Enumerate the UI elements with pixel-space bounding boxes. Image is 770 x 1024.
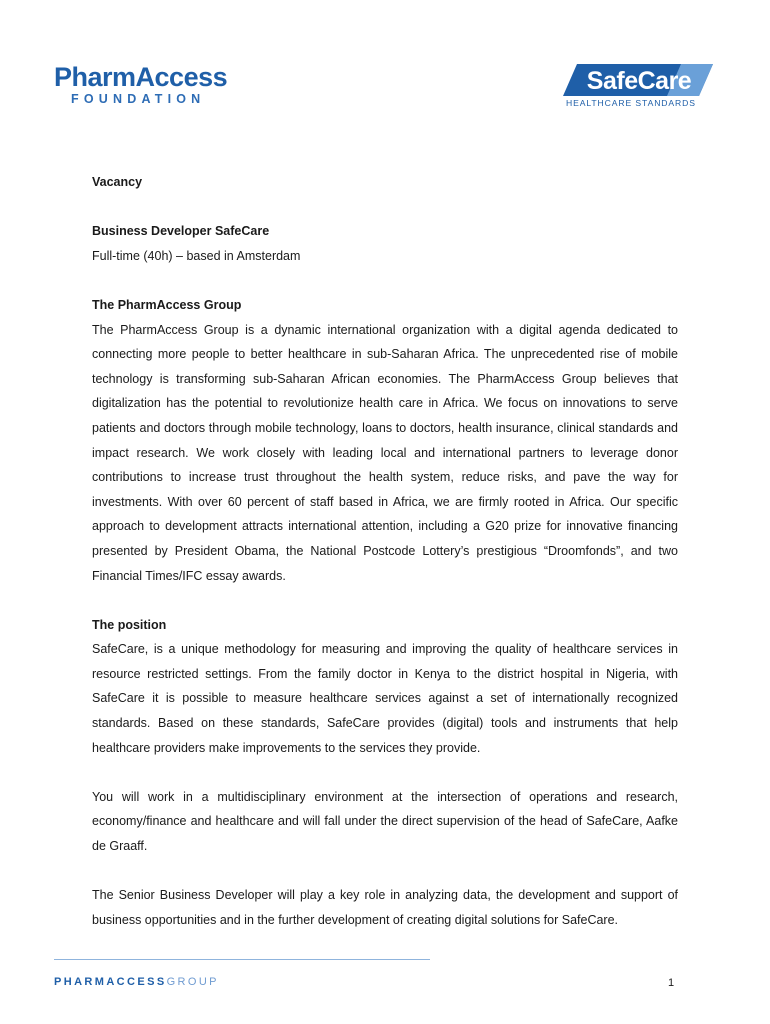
vacancy-body (92, 170, 678, 932)
page-number: 1 (668, 977, 675, 989)
footer-brand-part1: PHARMACCESS (54, 976, 167, 988)
pharmaccess-logo-name: PharmAccess (54, 62, 228, 92)
footer-pharmaccess-group-logo (54, 975, 219, 989)
position-paragraph-2: You will work in a multidisciplinary environment at the intersection of operations and research, economy/finance and healthcare and will fall under the direct supervision of the head of SafeCare, Aafke de Graaff. (92, 789, 678, 854)
section-heading-position: The position (92, 617, 167, 632)
safecare-logo-tagline: HEALTHCARE STANDARDS (566, 98, 696, 108)
job-terms: Full-time (40h) – based in Amsterdam (92, 248, 301, 263)
job-title: Business Developer SafeCare (92, 224, 270, 239)
position-paragraph-3: The Senior Business Developer will play a key role in analyzing data, the development and support of business opportunities and in the further development of creating digital solutions for SafeCare. (92, 888, 678, 927)
group-paragraph: The PharmAccess Group is a dynamic international organization with a digital agenda dedicated to connecting more people to better healthcare in sub-Saharan Africa. The unprecedented rise of mobile technology is transforming sub-Saharan African economies. The PharmAccess Group believes that digitalization has the potential to revolutionize health care in Africa. We focus on innovations to serve patients and doctors through mobile technology, loans to doctors, health insurance, clinical standards and impact research. We work closely with leading local and international partners to leverage donor contributions to increase trust throughout the health system, reduce risks, and pave the way for investments. With over 60 percent of staff based in Africa, we are firmly rooted in Africa. Our specific approach to development attracts international attention, including a G20 prize for innovative financing presented by President Obama, the National Postcode Lottery’s prestigious “Droomfonds”, and two Financial Times/IFC essay awards. (92, 322, 678, 583)
footer-divider (54, 959, 430, 960)
section-heading-group: The PharmAccess Group (92, 297, 242, 312)
pharmaccess-foundation-logo (54, 62, 228, 106)
position-paragraph-1: SafeCare, is a unique methodology for measuring and improving the quality of healthcare services in resource restricted settings. From the family doctor in Kenya to the district hospital in Nigeria, with SafeCare it is possible to measure healthcare services against a set of internationally recognized standards. Based on these standards, SafeCare provides (digital) tools and instruments that help healthcare providers make improvements to the services they provide. (92, 642, 678, 755)
doc-label: Vacancy (92, 175, 143, 189)
safecare-logo (563, 64, 713, 112)
pharmaccess-logo-sub: FOUNDATION (71, 92, 206, 106)
footer-brand-part2: GROUP (166, 976, 219, 988)
safecare-logo-name: SafeCare (586, 67, 692, 95)
